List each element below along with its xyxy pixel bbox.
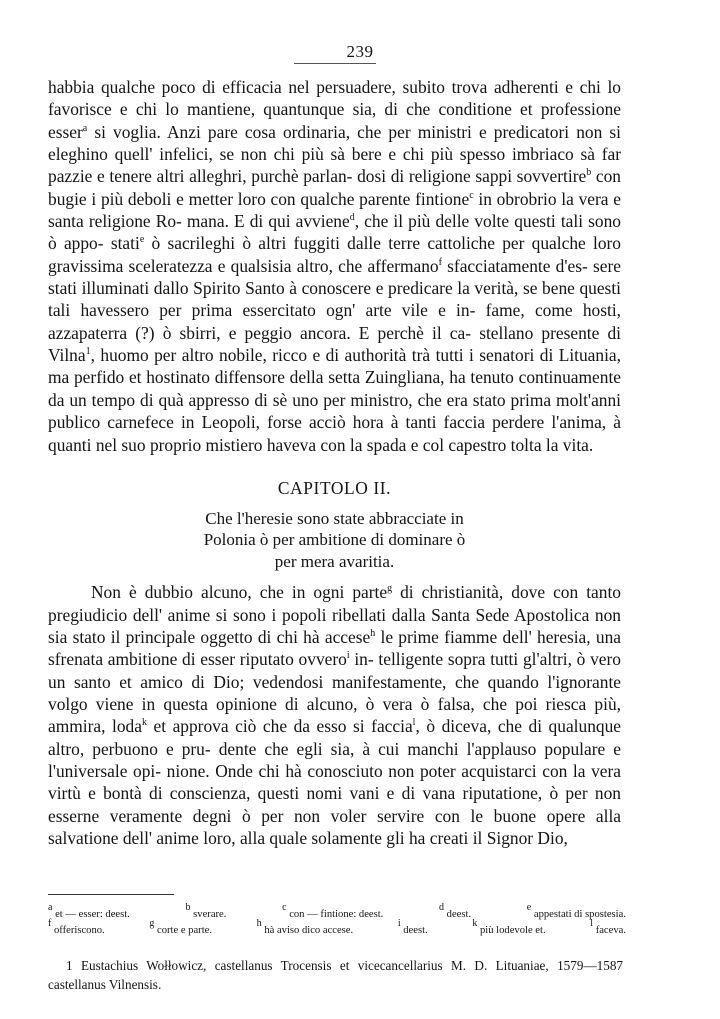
variant-mark: c xyxy=(282,902,287,913)
text-line: con qualche parente fintione xyxy=(270,188,470,209)
variant-mark: h xyxy=(256,917,262,929)
footnote-marker: e xyxy=(139,234,145,246)
variant-note xyxy=(472,917,546,939)
chapter-subtitle xyxy=(170,508,500,573)
footnote-marker: h xyxy=(370,628,376,640)
text-line: , huomo per altro nobile, ricco e di authorità xyxy=(90,345,407,366)
variant-text: faceva. xyxy=(595,924,626,936)
text-line: si voglia. Anzi pare cosa ordinaria, che per ministri xyxy=(87,121,472,142)
variant-text: appestati di spostesia. xyxy=(533,909,626,920)
variant-text: deest. xyxy=(446,909,472,920)
historical-note-text xyxy=(48,956,623,994)
footnote-rule xyxy=(48,894,174,895)
variant-note xyxy=(439,902,472,923)
text-line: , che il più delle volte questi tali sono ò appo- xyxy=(48,211,621,254)
text-line: setta Zuingliana, ha tenuto continuamente da un tempo di quà appresso xyxy=(48,367,621,410)
subtitle-line: Che l'heresie sono state abbracciate in xyxy=(205,508,464,528)
variant-text: sverare. xyxy=(193,909,227,920)
text-line: in- xyxy=(349,649,374,670)
text-line: e bontà di conscienza, questi nomi vani e di vana riputatione, ò per non xyxy=(88,783,621,804)
text-line: , ò diceva, che di qualunque altro, perbuono e pru- xyxy=(48,716,621,759)
text-line: gravissima sceleratezza e qualsisia altro, che affermano xyxy=(48,255,439,276)
variant-mark: b xyxy=(185,902,191,913)
variant-note xyxy=(397,917,428,939)
variant-text: con — fintione: deest. xyxy=(289,909,384,920)
variant-note xyxy=(256,917,354,939)
text-line: et approva ciò xyxy=(146,716,257,737)
text-line: fame, come hosti, azzapaterra (?) ò sbirri, e peggio ancora. E perchè il ca- xyxy=(48,300,621,343)
variant-text: più lodevole et. xyxy=(479,924,546,936)
text-line: dosi di religione sappi sovvertire xyxy=(357,166,587,187)
text-line: e chi lo favorisce e chi lo mantiene, quantunque sia, di che conditione et xyxy=(48,77,621,120)
text-line: fiamme dell' heresia, una sfrenata ambitione di esser riputato ovvero xyxy=(48,627,621,670)
text-line: mana. E di qui avviene xyxy=(186,211,350,232)
text-line: tanto pregiudicio dell' anime si sono i popoli ribellati dalla Santa Sede xyxy=(48,582,621,625)
text-line: in obrobrio la vera e santa religione Ro- xyxy=(48,188,621,232)
text-line: proprio mistiero haveva con la spada e col capestro tolta la vita. xyxy=(149,434,594,455)
text-line: di christianità, dove con xyxy=(392,582,579,603)
text-line: ò sacrileghi ò altri fuggiti dalle terre cattoliche per qualche loro xyxy=(144,233,622,254)
footnote-marker: a xyxy=(82,122,88,134)
variant-mark: a xyxy=(48,902,53,913)
text-line: con bugie i più deboli e metter loro xyxy=(48,166,621,209)
subtitle-line: per mera avaritia. xyxy=(274,551,395,571)
historical-note-line: 1579—1587 castellanus Vilnensis. xyxy=(48,958,624,992)
text-line: se bene questi tali havessero per prima essercitato ogn' arte vile e in- xyxy=(48,278,621,321)
variant-mark: g xyxy=(149,917,155,929)
variant-mark: d xyxy=(439,902,445,913)
footnote-marker: c xyxy=(469,189,474,201)
variant-mark: i xyxy=(397,917,401,929)
variant-notes xyxy=(48,902,626,938)
page-number: 239 xyxy=(346,42,374,61)
footnote-marker: 1 xyxy=(85,346,91,358)
text-line: Non è dubbio alcuno, che in ogni parte xyxy=(91,582,388,603)
subtitle-line: Polonia ò per ambitione di dominare ò xyxy=(203,530,466,550)
chapter-title: CAPITOLO II. xyxy=(277,477,392,498)
variant-mark: e xyxy=(526,902,532,913)
text-line: salvatione dell' anime loro, alla quale solamente gli ha creati il Signor Dio, xyxy=(48,828,568,849)
text-line: sfacciatamente d'es- xyxy=(441,255,588,276)
variant-note-row xyxy=(48,902,626,923)
footnote-marker: b xyxy=(586,167,592,179)
variant-note xyxy=(149,917,213,939)
variant-note xyxy=(48,902,130,923)
variant-text: corte e parte. xyxy=(157,924,213,936)
text-line: di sè uno per ministro, che era stato prima molt'anni publico carnefece in xyxy=(48,389,622,433)
chapter-paragraph xyxy=(48,581,621,849)
footnote-marker: l xyxy=(412,717,416,729)
text-line: nione. Onde chi hà conosciuto non poter acquistarci con la vera virtù xyxy=(48,761,621,804)
variant-text: et — esser: deest. xyxy=(55,909,130,920)
variant-note-row xyxy=(48,917,626,939)
text-line: dente che egli sia, à cui manchi l'applauso populare e l'universale opi- xyxy=(48,738,621,782)
variant-note xyxy=(48,917,105,939)
variant-note xyxy=(526,902,626,923)
text-line: le prime xyxy=(375,627,439,648)
text-line: Leopoli, forse acciò hora à tanti faccia perdere l'anima, à quanti nel suo xyxy=(48,412,621,455)
variant-mark: k xyxy=(472,917,478,929)
text-line: trà tutti i senatori di Lituania, ma perfido et hostinato diffensore della xyxy=(48,345,621,388)
body-paragraph xyxy=(48,76,621,456)
footnote-marker: d xyxy=(349,212,355,224)
historical-note-mark: 1 xyxy=(66,958,73,973)
historical-note xyxy=(48,956,623,994)
header-rule xyxy=(294,63,376,64)
footnote-marker: k xyxy=(141,717,147,729)
text-line: professione esser xyxy=(48,99,621,142)
text-line: sere stati illuminati dallo Spirito Santo à conoscere e predicare la verità, xyxy=(48,255,621,299)
text-line: telligente sopra tutti gl'altri, ò vero un santo et amico di Dio; vedendosi xyxy=(48,649,621,692)
historical-note-line: Eustachius Wołłowicz, castellanus Trocensis et vicecancellarius M. D. Lituaniae, xyxy=(80,958,549,973)
text-line: più spesso imbriaco sà far pazzie e tenere altri alleghri, purchè parlan- xyxy=(48,144,621,187)
text-line: e predicatori non si eleghino quell' infelici, se non chi più sà bere e chi xyxy=(48,121,621,165)
variant-note xyxy=(185,902,227,923)
footnote-marker: f xyxy=(438,256,442,268)
text-line: stellano presente di Vilna xyxy=(48,322,621,366)
variant-mark: l xyxy=(590,917,594,929)
text-line: manifestamente, che quando l'ignorante volgo viene in questa opinione di xyxy=(48,671,622,715)
text-line: alcuno, ò vera ò falsa, che poi riesca più, ammira, loda xyxy=(48,694,621,737)
variant-text: deest. xyxy=(403,924,428,936)
text-line: Apostolica non sia stato il principale oggetto di chi hà accese xyxy=(48,604,621,648)
footnote-marker: i xyxy=(346,650,350,662)
variant-text: hà aviso dico accese. xyxy=(264,924,354,936)
variant-mark: f xyxy=(48,917,52,929)
footnote-marker: g xyxy=(387,583,393,595)
main-text xyxy=(48,76,621,849)
variant-text: offeriscono. xyxy=(54,924,105,936)
variant-note xyxy=(282,902,384,923)
text-line: stati xyxy=(110,233,140,254)
text-line: che da esso si faccia xyxy=(262,716,413,737)
text-line: esserne veramente degni ò per non voler servire con le buone opere alla xyxy=(48,805,621,826)
text-line: habbia qualche poco di efficacia nel persuadere, subito trova adherenti xyxy=(48,77,559,97)
variant-note xyxy=(590,917,626,939)
